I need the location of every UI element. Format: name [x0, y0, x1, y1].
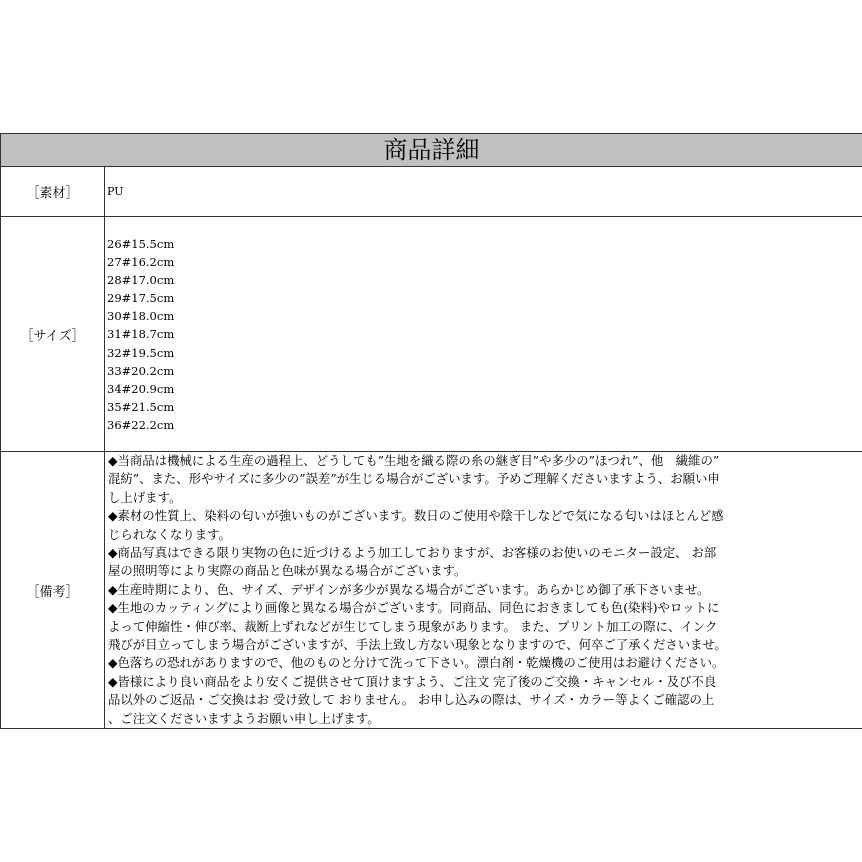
note-line: じられなくなります。	[108, 526, 231, 542]
note-line: よって伸縮性・伸び率、裁断上ずれなどが生じてしまう現象があります。 また、プリント加工の際に、インク	[108, 618, 718, 634]
notes-row	[1, 452, 862, 729]
size-item: 36#22.2cm	[107, 417, 175, 432]
note-line: ◆生産時期により、色、サイズ、デザインが多少が異なる場合がございます。あらかじめ御了承下さいませ。	[108, 581, 710, 597]
size-item: 31#18.7cm	[107, 327, 175, 342]
material-label: ［素材］	[1, 167, 105, 216]
size-item: 29#17.5cm	[107, 291, 175, 306]
note-line: 混紡”、また、形やサイズに多少の”誤差”が生じる場合がございます。予めご理解くださいますよう、お願い申	[108, 471, 720, 487]
note-line: ◆当商品は機械による生産の過程上、どうしても”生地を織る際の糸の継ぎ目”や多少の”ほつれ”、他 繊維の”	[108, 453, 720, 468]
notes-text	[105, 452, 862, 728]
note-line: 屋の照明等により実際の商品と色味が異なる場合がございます。	[108, 563, 467, 579]
note-line: し上げます。	[108, 489, 182, 505]
notes-label: ［備考］	[1, 452, 105, 728]
note-line: ◆皆様により良い商品をより安くご提供させて頂けますよう、ご注文 完了後のご交換・キャンセル・及び不良	[108, 673, 717, 689]
size-item: 34#20.9cm	[107, 381, 175, 396]
size-item: 35#21.5cm	[107, 399, 175, 414]
size-item: 26#15.5cm	[107, 237, 175, 251]
note-line: 、ご注文くださいますようお願い申し上げます。	[108, 710, 380, 726]
size-item: 33#20.2cm	[107, 363, 175, 378]
note-line: ◆素材の性質上、染料の匂いが強いものがございます。数日のご使用や陰干しなどで気になる匂いはほとんど感	[108, 508, 724, 524]
material-value: PU	[107, 185, 124, 198]
size-label: ［サイズ］	[1, 217, 105, 451]
table-title: 商品詳細	[1, 133, 862, 167]
size-item: 32#19.5cm	[107, 345, 175, 360]
note-line: ◆商品写真はできる限り実物の色に近づけるよう加工しておりますが、お客様のお使いのモニター設定、 お部	[108, 545, 717, 561]
note-line: ◆生地のカッティングにより画像と異なる場合がございます。同商品、同色におきましても色(染料)やロットに	[108, 600, 720, 616]
material-row	[1, 167, 862, 217]
note-line: ◆色落ちの恐れがありますので、他のものと分けて洗って下さい。漂白剤・乾燥機のご使用はお避けください。	[108, 655, 725, 671]
size-item: 30#18.0cm	[107, 309, 175, 324]
product-details-table	[0, 133, 862, 729]
size-item: 28#17.0cm	[107, 273, 175, 288]
size-item: 27#16.2cm	[107, 255, 175, 270]
note-line: 飛びが目立ってしまう場合がございますが、手法上致し方ない現象となりますので、何卒ご了承くださいませ。	[108, 637, 727, 653]
size-row	[1, 217, 862, 452]
size-list	[105, 217, 862, 451]
note-line: 品以外のご返品・ご交換はお 受け致して おりません。 お申し込みの際は、サイズ・カラー等よくご確認の上	[108, 692, 715, 708]
